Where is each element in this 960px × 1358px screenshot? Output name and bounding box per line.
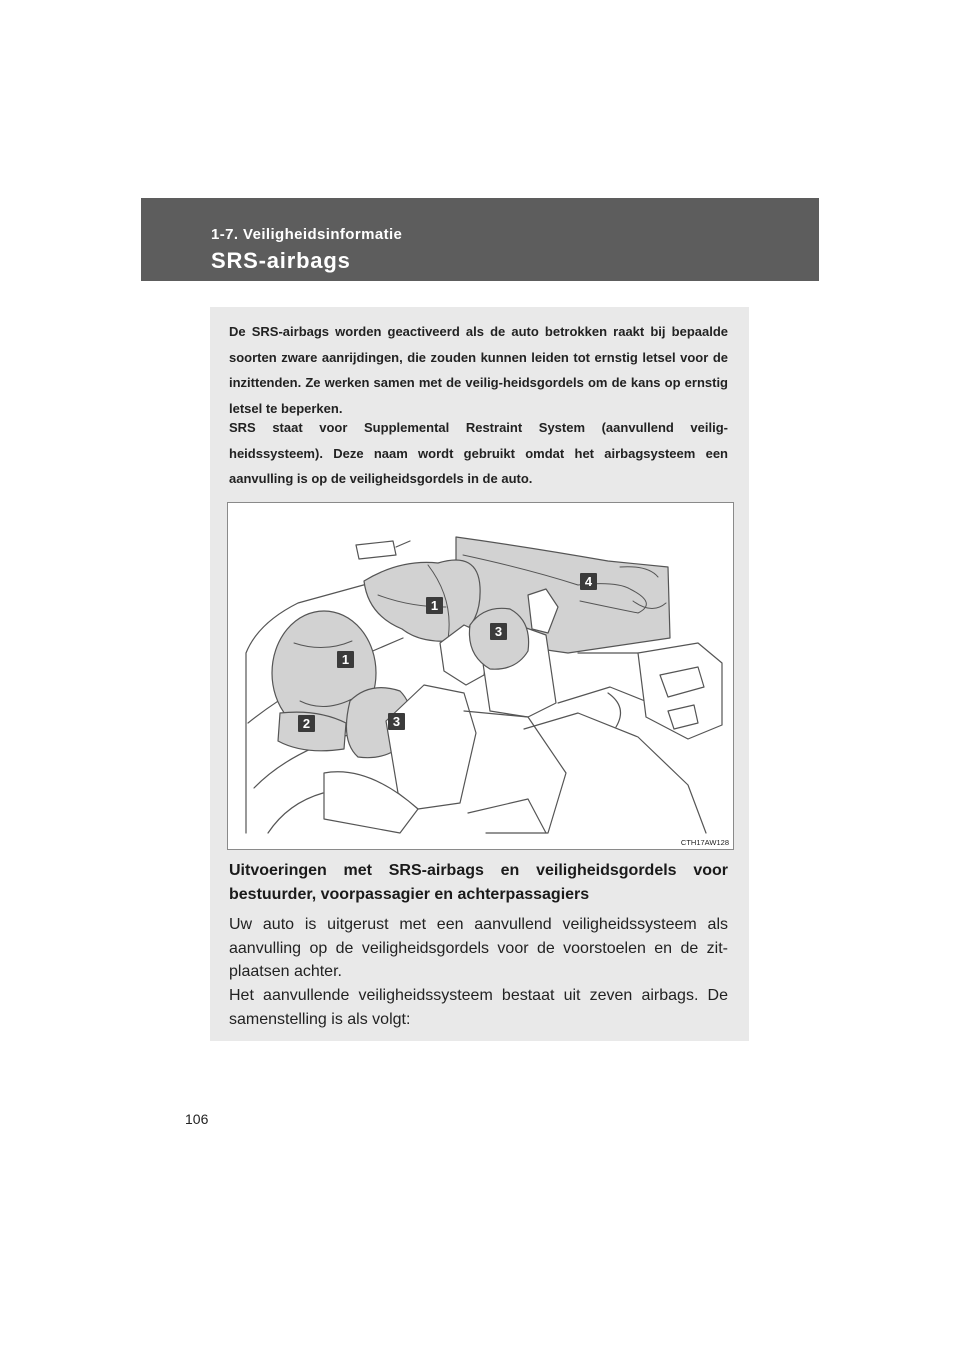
callout-1-upper: 1 bbox=[426, 597, 443, 614]
content-box bbox=[210, 307, 749, 1041]
figure-code: CTH17AW128 bbox=[680, 838, 729, 847]
callout-3-upper: 3 bbox=[490, 623, 507, 640]
callout-2: 2 bbox=[298, 715, 315, 732]
intro-paragraph: SRS staat voor Supplemental Restraint System (aanvullend veilig-heidssysteem). Deze naam wordt gebruikt omdat het airbagsysteem een aanvulling is op de veiligheidsgordels in de auto. bbox=[229, 420, 728, 486]
section-heading: Uitvoeringen met SRS-airbags en veiligheidsgordels voor bestuurder, voorpassagier en achterpassagiers bbox=[229, 862, 728, 903]
body-paragraph: Het aanvullende veiligheidssysteem bestaat uit zeven airbags. De samenstelling is als volgt: bbox=[229, 987, 728, 1028]
chapter-header bbox=[141, 198, 819, 281]
callout-3-lower: 3 bbox=[388, 713, 405, 730]
car-interior-drawing bbox=[228, 503, 733, 849]
page-title: SRS-airbags bbox=[211, 248, 351, 273]
body-paragraph: Uw auto is uitgerust met een aanvullend veiligheidssysteem als aanvulling op de veiligheidsgordels voor de voorstoelen en de zit-plaatsen achter. bbox=[229, 916, 728, 980]
callout-4: 4 bbox=[580, 573, 597, 590]
section-label: 1-7. Veiligheidsinformatie bbox=[211, 226, 403, 243]
airbag-illustration bbox=[227, 502, 734, 850]
intro-paragraph: De SRS-airbags worden geactiveerd als de auto betrokken raakt bij bepaalde soorten zware aanrijdingen, die zouden kunnen leiden tot ernstig letsel voor de inzittenden. Ze werken samen met de veilig-heidsgordels om de kans op ernstig letsel te beperken. bbox=[229, 324, 728, 416]
callout-1-lower: 1 bbox=[337, 651, 354, 668]
page-number: 106 bbox=[185, 1111, 209, 1127]
